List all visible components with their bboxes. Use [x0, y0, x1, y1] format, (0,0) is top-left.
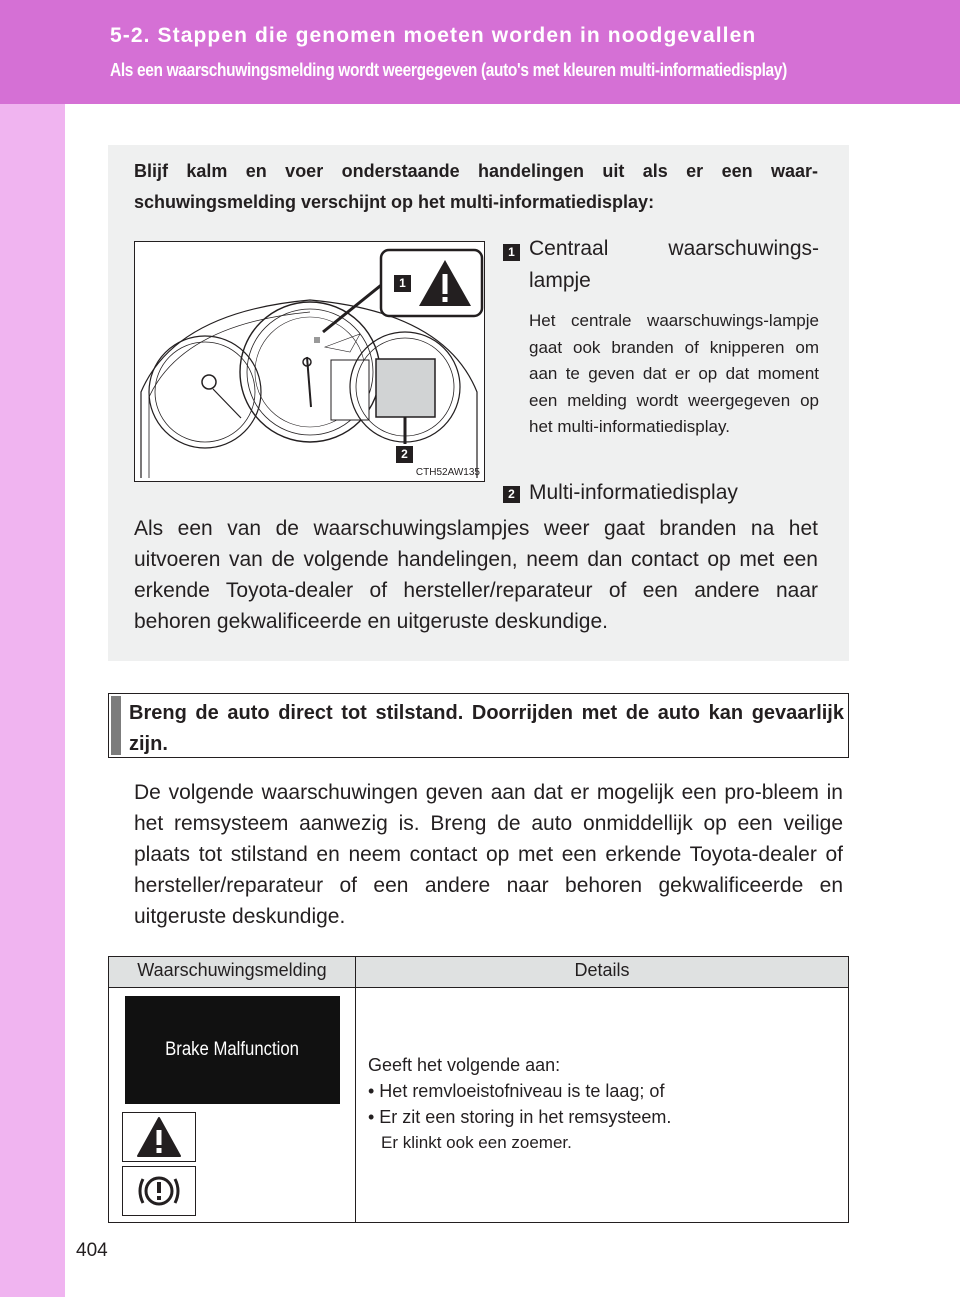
- figure-code: CTH52AW135: [415, 467, 480, 478]
- message-text: Brake Malfunction: [165, 1039, 300, 1060]
- gray-paragraph: Als een van de waarschuwingslampjes weer gaat branden na het uitvoeren van de volgende handelingen, neem dan contact op met een erkende Toyota-dealer of hersteller/reparateur of een andere naar behoren gekwalificeerde en uitgeruste deskundige.: [134, 517, 818, 633]
- section-title: 5-2. Stappen die genomen moeten worden in noodgevallen: [110, 24, 757, 47]
- callout-number: 1: [503, 244, 520, 261]
- table-header-details: Details: [356, 957, 849, 988]
- instrument-cluster-figure: [134, 241, 485, 482]
- warning-bar: [111, 696, 121, 755]
- callout-number: 2: [503, 486, 520, 503]
- figure-marker-1: 1: [394, 275, 411, 292]
- callout-description: Het centrale waarschuwings-lampje gaat ook branden of knipperen om aan te geven dat er op dat moment een melding wordt weergegeven op het multi-informatiedisplay.: [529, 311, 819, 436]
- callout-title: Multi-informatiedisplay: [529, 481, 738, 504]
- message-cell: [109, 988, 356, 1223]
- brake-warning-icon: [122, 1166, 196, 1216]
- message-display: [125, 996, 340, 1104]
- warning-heading: Breng de auto direct tot stilstand. Doorrijden met de auto kan gevaarlijk zijn.: [129, 702, 844, 755]
- body-paragraph: De volgende waarschuwingen geven aan dat er mogelijk een pro-bleem in het remsysteem aanwezig is. Breng de auto onmiddellijk op een veilige plaats tot stilstand en neem contact op met een erkende Toyota-dealer of hersteller/reparateur of een andere naar behoren gekwalificeerde en uitgeruste deskundige.: [134, 781, 843, 928]
- details-text: [368, 1052, 838, 1156]
- table-row: [109, 988, 849, 1223]
- figure-marker-2: 2: [396, 446, 413, 463]
- warning-table: [108, 956, 849, 1223]
- table-header-row: [109, 957, 849, 988]
- details-cell: [356, 988, 849, 1223]
- intro-text: Blijf kalm en voer onderstaande handelingen uit als er een waar-schuwingsmelding verschijnt op het multi-informatiedisplay:: [134, 161, 818, 212]
- callout-title: Centraal waarschuwings-lampje: [529, 237, 819, 292]
- side-strip: [0, 0, 65, 1297]
- details-bullet: • Er zit een storing in het remsysteem.: [368, 1107, 672, 1127]
- table-header-message: Waarschuwingsmelding: [109, 957, 356, 988]
- page-number: 404: [76, 1240, 108, 1261]
- instrument-cluster-illustration: [135, 242, 484, 481]
- details-note: Er klinkt ook een zoemer.: [381, 1133, 572, 1152]
- warning-heading-box: [108, 693, 849, 758]
- warning-triangle-icon: [122, 1112, 196, 1162]
- section-subtitle: Als een waarschuwingsmelding wordt weergegeven (auto's met kleuren multi-informatiedisplay): [110, 60, 787, 80]
- details-bullet: • Het remvloeistofniveau is te laag; of: [368, 1081, 665, 1101]
- details-intro: Geeft het volgende aan:: [368, 1055, 561, 1075]
- page-header: [0, 0, 960, 104]
